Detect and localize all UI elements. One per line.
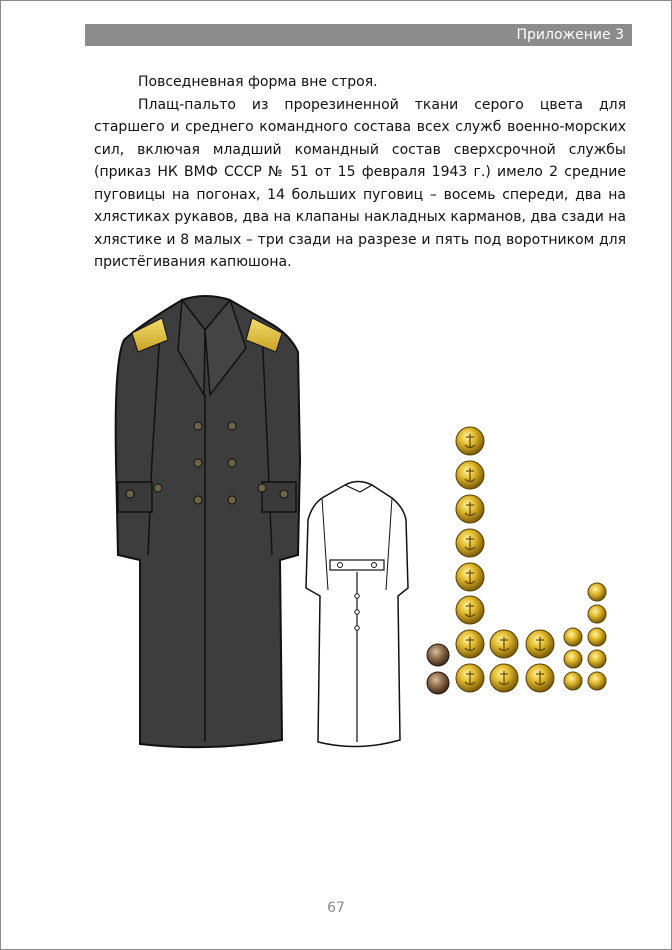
small-button bbox=[588, 583, 606, 601]
appendix-label: Приложение 3 bbox=[516, 27, 624, 43]
raincoat-front bbox=[116, 296, 300, 747]
small-button bbox=[564, 672, 582, 690]
page-number: 67 bbox=[327, 900, 345, 916]
small-button bbox=[588, 605, 606, 623]
small-button bbox=[564, 650, 582, 668]
raincoat-back bbox=[306, 482, 408, 747]
small-button bbox=[588, 672, 606, 690]
buttons-set bbox=[427, 427, 606, 694]
medium-button bbox=[427, 672, 449, 694]
small-button bbox=[588, 650, 606, 668]
medium-button bbox=[427, 644, 449, 666]
small-button bbox=[564, 628, 582, 646]
description-paragraph: Плащ-пальто из прорезиненной ткани серого цвета для старшего и среднего командного состава всех служб военно-морских сил, включая младший командный состав сверхсрочной службы (приказ НК ВМФ СССР № 51 от 15 февраля 1943 г.) имело 2 средние пуговицы на погонах, 14 больших пуговиц – восемь спереди, два на хлястиках рукавов, два на клапаны накладных карманов, два сзади на хлястике и 8 малых – три сзади на разрезе и пять под воротником для пристёгивания капюшона. bbox=[94, 96, 626, 270]
small-button bbox=[588, 628, 606, 646]
section-heading: Повседневная форма вне строя. bbox=[138, 74, 378, 90]
